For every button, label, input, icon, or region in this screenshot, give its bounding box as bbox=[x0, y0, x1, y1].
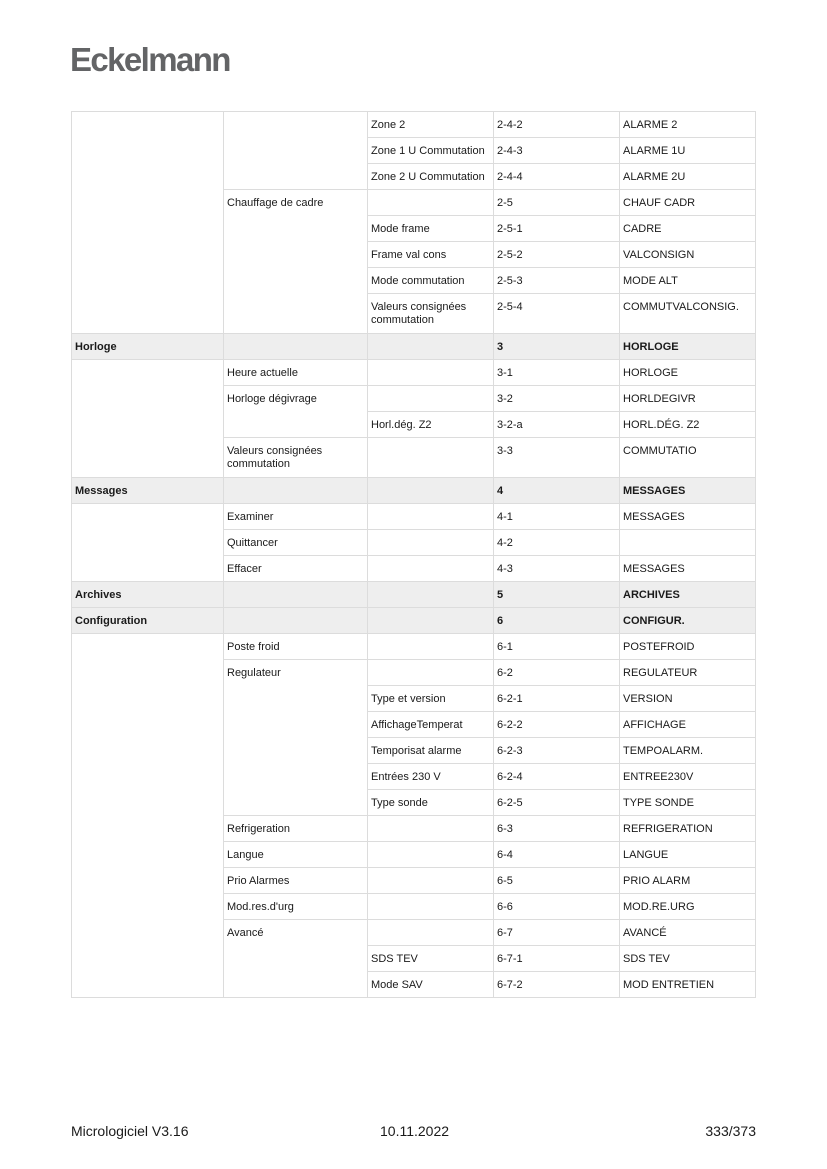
table-cell: 2-4-2 bbox=[494, 112, 620, 138]
table-cell: 6-5 bbox=[494, 868, 620, 894]
table-cell: Mode SAV bbox=[368, 972, 494, 998]
table-cell: 6-2-5 bbox=[494, 790, 620, 816]
footer-page-number: 333/373 bbox=[705, 1123, 756, 1139]
table-cell: HORLOGE bbox=[620, 360, 756, 386]
footer-date: 10.11.2022 bbox=[380, 1123, 450, 1139]
table-cell: MESSAGES bbox=[620, 478, 756, 504]
table-cell: Effacer bbox=[224, 556, 368, 582]
table-cell: HORLOGE bbox=[620, 334, 756, 360]
table-cell: Entrées 230 V bbox=[368, 764, 494, 790]
table-cell: TYPE SONDE bbox=[620, 790, 756, 816]
table-cell: COMMUTVALCONSIG. bbox=[620, 294, 756, 334]
table-cell: 5 bbox=[494, 582, 620, 608]
table-cell: TEMPOALARM. bbox=[620, 738, 756, 764]
table-cell bbox=[368, 868, 494, 894]
table-cell bbox=[368, 386, 494, 412]
table-cell: 4 bbox=[494, 478, 620, 504]
table-cell: 2-5-3 bbox=[494, 268, 620, 294]
table-cell bbox=[368, 842, 494, 868]
section-row-messages bbox=[72, 478, 756, 504]
table-cell: Messages bbox=[72, 478, 224, 504]
table-cell: COMMUTATIO bbox=[620, 438, 756, 478]
table-cell: 6-7-1 bbox=[494, 946, 620, 972]
section-row-archives bbox=[72, 582, 756, 608]
table-cell: HORL.DÉG. Z2 bbox=[620, 412, 756, 438]
table-cell: REFRIGERATION bbox=[620, 816, 756, 842]
table-cell: 4-1 bbox=[494, 504, 620, 530]
table-cell bbox=[368, 894, 494, 920]
table-cell: AFFICHAGE bbox=[620, 712, 756, 738]
table-cell bbox=[368, 530, 494, 556]
table-cell: 6-7-2 bbox=[494, 972, 620, 998]
table-cell: 2-5-2 bbox=[494, 242, 620, 268]
table-cell: Zone 2 bbox=[368, 112, 494, 138]
table-cell: 6-2-3 bbox=[494, 738, 620, 764]
table-cell: MODE ALT bbox=[620, 268, 756, 294]
table-cell: PRIO ALARM bbox=[620, 868, 756, 894]
table-cell: Mode frame bbox=[368, 216, 494, 242]
table-cell bbox=[224, 608, 368, 634]
table-cell: 3 bbox=[494, 334, 620, 360]
table-cell: Poste froid bbox=[224, 634, 368, 660]
table-cell bbox=[620, 530, 756, 556]
table-cell: SDS TEV bbox=[368, 946, 494, 972]
eckelmann-logo: Eckelmann bbox=[70, 41, 230, 78]
table-cell: MESSAGES bbox=[620, 556, 756, 582]
table-cell bbox=[224, 582, 368, 608]
table-cell: LANGUE bbox=[620, 842, 756, 868]
table-cell bbox=[224, 112, 368, 190]
table-cell: Temporisat alarme bbox=[368, 738, 494, 764]
table-cell: Zone 2 U Commutation bbox=[368, 164, 494, 190]
table-cell bbox=[72, 112, 224, 334]
table-cell: Mode commutation bbox=[368, 268, 494, 294]
table-row bbox=[72, 634, 756, 660]
table-cell: Archives bbox=[72, 582, 224, 608]
table-cell: 2-5 bbox=[494, 190, 620, 216]
table-cell: AffichageTemperat bbox=[368, 712, 494, 738]
table-cell bbox=[368, 660, 494, 686]
table-cell: 2-4-3 bbox=[494, 138, 620, 164]
table-cell bbox=[368, 634, 494, 660]
table-cell: 6-7 bbox=[494, 920, 620, 946]
table-cell: 6-2 bbox=[494, 660, 620, 686]
table-cell bbox=[368, 438, 494, 478]
section-row-configuration bbox=[72, 608, 756, 634]
table-cell bbox=[224, 478, 368, 504]
table-cell bbox=[72, 634, 224, 998]
table-cell: REGULATEUR bbox=[620, 660, 756, 686]
table-cell: VERSION bbox=[620, 686, 756, 712]
table-cell: Mod.res.d'urg bbox=[224, 894, 368, 920]
table-cell: Horloge dégivrage bbox=[224, 386, 368, 438]
table-cell: Frame val cons bbox=[368, 242, 494, 268]
section-row-horloge bbox=[72, 334, 756, 360]
table-cell: ALARME 1U bbox=[620, 138, 756, 164]
table-cell: CONFIGUR. bbox=[620, 608, 756, 634]
table-cell bbox=[72, 360, 224, 478]
table-cell: Horl.dég. Z2 bbox=[368, 412, 494, 438]
table-row bbox=[72, 112, 756, 138]
table-cell: Horloge bbox=[72, 334, 224, 360]
table-cell: Type sonde bbox=[368, 790, 494, 816]
table-cell: CADRE bbox=[620, 216, 756, 242]
table-cell: POSTEFROID bbox=[620, 634, 756, 660]
table-cell bbox=[368, 478, 494, 504]
table-cell bbox=[368, 504, 494, 530]
table-cell bbox=[368, 816, 494, 842]
table-cell: Prio Alarmes bbox=[224, 868, 368, 894]
table-cell bbox=[368, 920, 494, 946]
table-cell: MOD.RE.URG bbox=[620, 894, 756, 920]
table-cell: 4-3 bbox=[494, 556, 620, 582]
table-cell: 6-4 bbox=[494, 842, 620, 868]
table-cell bbox=[368, 556, 494, 582]
table-cell: MESSAGES bbox=[620, 504, 756, 530]
table-cell bbox=[368, 360, 494, 386]
table-cell: 6-2-2 bbox=[494, 712, 620, 738]
table-row bbox=[72, 360, 756, 386]
table-cell: 3-2-a bbox=[494, 412, 620, 438]
table-cell: 6-2-1 bbox=[494, 686, 620, 712]
table-cell: 6-3 bbox=[494, 816, 620, 842]
table-cell: 3-1 bbox=[494, 360, 620, 386]
table-cell: Langue bbox=[224, 842, 368, 868]
table-cell: SDS TEV bbox=[620, 946, 756, 972]
table-cell: 3-3 bbox=[494, 438, 620, 478]
table-cell: Regulateur bbox=[224, 660, 368, 816]
table-cell: Avancé bbox=[224, 920, 368, 998]
table-cell: Heure actuelle bbox=[224, 360, 368, 386]
table-cell: 6 bbox=[494, 608, 620, 634]
table-cell bbox=[224, 334, 368, 360]
table-cell: AVANCÉ bbox=[620, 920, 756, 946]
table-cell: Valeurs consignées commutation bbox=[368, 294, 494, 334]
table-row bbox=[72, 504, 756, 530]
table-cell: 2-5-4 bbox=[494, 294, 620, 334]
table-cell bbox=[72, 504, 224, 582]
table-cell: Type et version bbox=[368, 686, 494, 712]
table-cell: 6-2-4 bbox=[494, 764, 620, 790]
table-cell: Refrigeration bbox=[224, 816, 368, 842]
table-cell: 4-2 bbox=[494, 530, 620, 556]
table-cell: HORLDEGIVR bbox=[620, 386, 756, 412]
table-cell: CHAUF CADR bbox=[620, 190, 756, 216]
menu-structure-table bbox=[71, 111, 756, 998]
table-cell bbox=[368, 608, 494, 634]
table-cell: 6-6 bbox=[494, 894, 620, 920]
table-cell: Chauffage de cadre bbox=[224, 190, 368, 334]
table-cell: ALARME 2U bbox=[620, 164, 756, 190]
table-cell bbox=[368, 334, 494, 360]
table-cell: ARCHIVES bbox=[620, 582, 756, 608]
footer-firmware-version: Micrologiciel V3.16 bbox=[71, 1123, 189, 1139]
table-cell: Valeurs consignées commutation bbox=[224, 438, 368, 478]
table-cell: Quittancer bbox=[224, 530, 368, 556]
table-cell: ALARME 2 bbox=[620, 112, 756, 138]
table-cell bbox=[368, 582, 494, 608]
table-cell: Examiner bbox=[224, 504, 368, 530]
table-cell: 2-5-1 bbox=[494, 216, 620, 242]
table-cell: Zone 1 U Commutation bbox=[368, 138, 494, 164]
table-cell: 6-1 bbox=[494, 634, 620, 660]
table-cell bbox=[368, 190, 494, 216]
table-cell: 3-2 bbox=[494, 386, 620, 412]
table-cell: MOD ENTRETIEN bbox=[620, 972, 756, 998]
table-cell: 2-4-4 bbox=[494, 164, 620, 190]
table-cell: ENTREE230V bbox=[620, 764, 756, 790]
table-cell: VALCONSIGN bbox=[620, 242, 756, 268]
table-cell: Configuration bbox=[72, 608, 224, 634]
